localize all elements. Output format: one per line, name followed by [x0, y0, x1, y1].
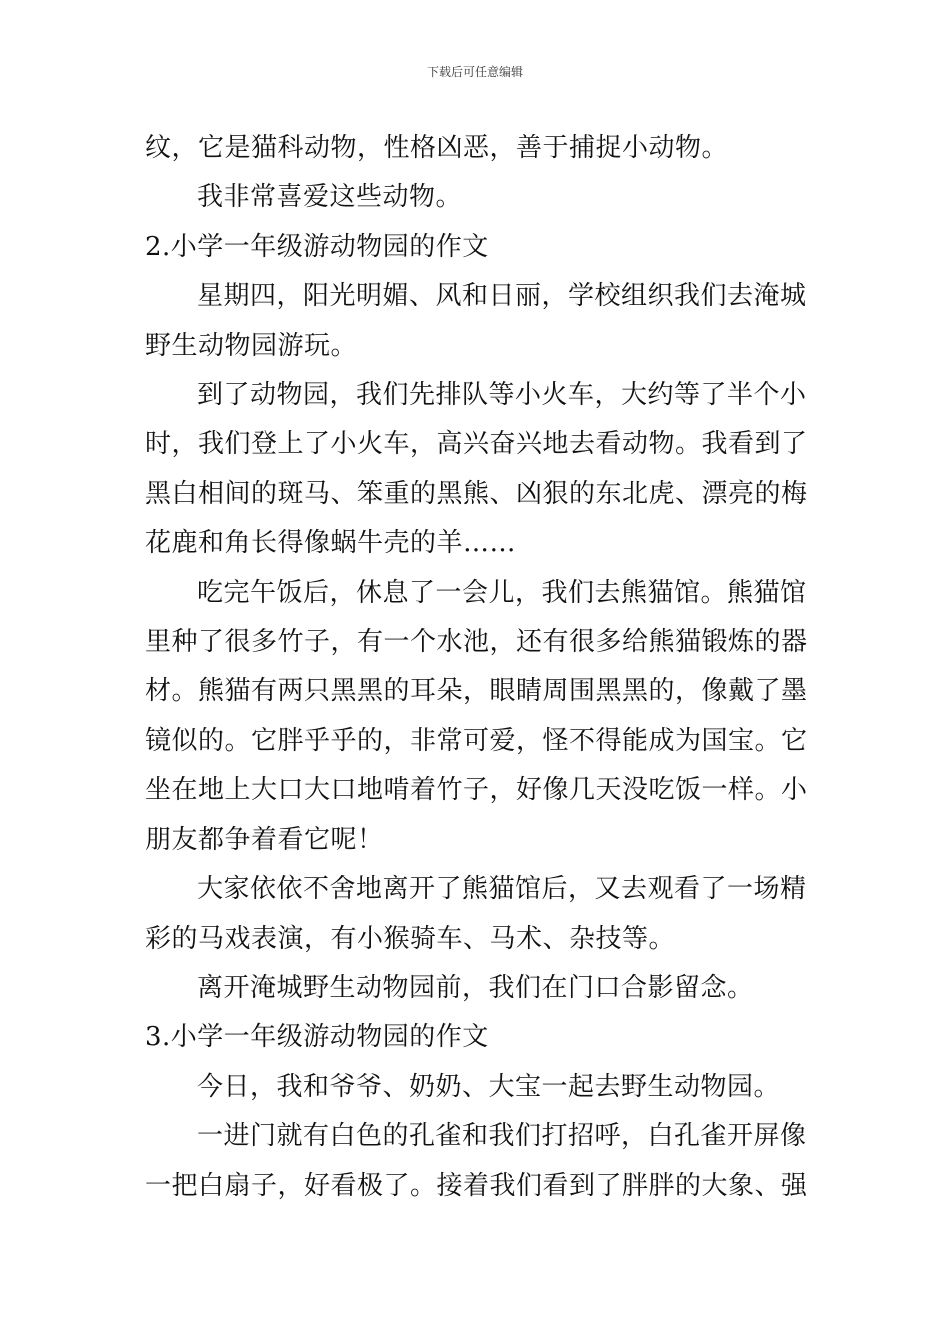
- section-heading: 2.小学一年级游动物园的作文: [145, 231, 489, 262]
- text-line: 彩的马戏表演，有小猴骑车、马术、杂技等。: [145, 923, 676, 954]
- document-body: [145, 124, 813, 1211]
- text-line: 镜似的。它胖乎乎的，非常可爱，怪不得能成为国宝。它: [145, 725, 808, 756]
- page-header-note: 下载后可任意编辑: [426, 65, 523, 79]
- text-line: 我非常喜爱这些动物。: [197, 182, 463, 213]
- text-line: 一进门就有白色的孔雀和我们打招呼，白孔雀开屏像: [197, 1121, 807, 1152]
- text-line: 一把白扇子，好看极了。接着我们看到了胖胖的大象、强: [145, 1170, 808, 1201]
- text-line: 到了动物园，我们先排队等小火车，大约等了半个小: [197, 380, 807, 411]
- text-line: 大家依依不舍地离开了熊猫馆后，又去观看了一场精: [197, 874, 807, 905]
- text-line: 时，我们登上了小火车，高兴奋兴地去看动物。我看到了: [145, 429, 808, 460]
- text-line: 花鹿和角长得像蜗牛壳的羊……: [145, 528, 517, 559]
- text-line: 纹，它是猫科动物，性格凶恶，善于捕捉小动物。: [145, 133, 729, 163]
- text-line: 坐在地上大口大口地啃着竹子，好像几天没吃饭一样。小: [145, 775, 808, 806]
- text-line: 里种了很多竹子，有一个水池，还有很多给熊猫锻炼的器: [145, 627, 808, 658]
- text-line: 今日，我和爷爷、奶奶、大宝一起去野生动物园。: [197, 1071, 781, 1102]
- text-line: 离开淹城野生动物园前，我们在门口合影留念。: [197, 972, 754, 1003]
- text-line: 野生动物园游玩。: [145, 330, 358, 361]
- text-line: 朋友都争着看它呢！: [145, 824, 384, 855]
- text-line: 星期四，阳光明媚、风和日丽，学校组织我们去淹城: [197, 281, 807, 312]
- section-heading: 3.小学一年级游动物园的作文: [145, 1022, 489, 1053]
- text-line: 吃完午饭后，休息了一会儿，我们去熊猫馆。熊猫馆: [197, 577, 807, 608]
- text-line: 材。熊猫有两只黑黑的耳朵，眼睛周围黑黑的，像戴了墨: [145, 676, 808, 707]
- text-line: 黑白相间的斑马、笨重的黑熊、凶狠的东北虎、漂亮的梅: [145, 478, 808, 509]
